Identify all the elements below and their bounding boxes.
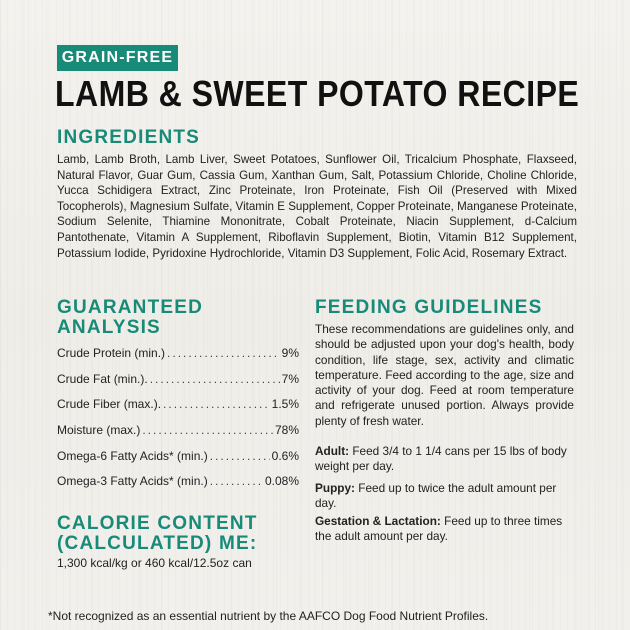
feeding-gestation-text: Feed up to three times the adult amount per day. <box>315 514 563 543</box>
dot-leader <box>150 372 280 386</box>
feeding-adult-text: Feed 3/4 to 1 1/4 cans per 15 lbs of body weight per day. <box>315 444 567 473</box>
dot-leader <box>142 423 273 437</box>
ingredients-heading: INGREDIENTS <box>57 127 201 148</box>
analysis-row-crude-fat <box>57 372 299 398</box>
feeding-gestation <box>315 514 574 544</box>
feeding-adult-label: Adult: <box>315 444 350 458</box>
analysis-value: 0.08% <box>264 474 299 489</box>
analysis-value: 7% <box>281 371 299 386</box>
analysis-row-omega-3 <box>57 474 299 500</box>
feeding-adult <box>315 444 574 474</box>
feeding-guidelines-text: These recommendations are guidelines only, and should be adjusted upon your dog's health, body condition, life stage, sex, activity and climatic temperature. Feed according to the age, size and activity of your dog. Feed at room temperature and refrigerate unused portion. Always provide plenty of fresh water. <box>315 322 574 428</box>
analysis-label: Omega-3 Fatty Acids* (min.) <box>57 474 208 489</box>
dot-leader <box>210 474 263 488</box>
calorie-heading <box>57 514 258 554</box>
feeding-puppy <box>315 481 574 511</box>
analysis-label: Moisture (max.) <box>57 423 141 438</box>
feeding-puppy-label: Puppy: <box>315 481 355 495</box>
analysis-heading-line2: ANALYSIS <box>57 317 161 338</box>
dot-leader <box>210 449 270 463</box>
analysis-row-omega-6 <box>57 449 299 475</box>
feeding-gestation-label: Gestation & Lactation: <box>315 514 441 528</box>
analysis-value: 0.6% <box>271 448 299 463</box>
analysis-heading-line1: GUARANTEED <box>57 297 204 318</box>
analysis-value: 1.5% <box>271 397 299 412</box>
grain-free-badge: GRAIN-FREE <box>57 45 178 71</box>
analysis-label: Crude Protein (min.) <box>57 346 166 360</box>
calorie-heading-line2: (CALCULATED) ME: <box>57 533 258 554</box>
analysis-value: 9% <box>281 346 299 360</box>
analysis-row-crude-protein <box>57 346 299 372</box>
calorie-value: 1,300 kcal/kg or 460 kcal/12.5oz can <box>57 556 252 570</box>
dot-leader <box>167 346 280 360</box>
analysis-row-crude-fiber <box>57 397 299 423</box>
analysis-row-moisture <box>57 423 299 449</box>
feeding-puppy-text: Feed up to twice the adult amount per day. <box>315 481 557 510</box>
recipe-title: LAMB & SWEET POTATO RECIPE <box>55 73 580 114</box>
analysis-label: Crude Fiber (max.). <box>57 397 162 412</box>
analysis-label: Crude Fat (min.). <box>57 371 148 386</box>
analysis-label: Omega-6 Fatty Acids* (min.) <box>57 448 208 463</box>
ingredients-list: Lamb, Lamb Broth, Lamb Liver, Sweet Potatoes, Sunflower Oil, Tricalcium Phosphate, Flaxseed, Natural Flavor, Guar Gum, Cassia Gum, Xanthan Gum, Salt, Potassium Chloride, Choline Chloride, Yucca Schidigera Extract, Zinc Proteinate, Iron Proteinate, Fish Oil (Preserved with Mixed Tocopherols), Magnesium Sulfate, Vitamin E Supplement, Copper Proteinate, Manganese Proteinate, Sodium Selenite, Thiamine Mononitrate, Cobalt Proteinate, Niacin Supplement, d-Calcium Pantothenate, Vitamin A Supplement, Riboflavin Supplement, Biotin, Vitamin B12 Supplement, Potassium Iodide, Pyridoxine Hydrochloride, Vitamin D3 Supplement, Folic Acid, Rosemary Extract. <box>57 153 577 260</box>
calorie-heading-line1: CALORIE CONTENT <box>57 513 258 534</box>
feeding-heading: FEEDING GUIDELINES <box>315 297 543 318</box>
analysis-value: 78% <box>274 423 299 438</box>
aafco-footnote: *Not recognized as an essential nutrient by the AAFCO Dog Food Nutrient Profiles. <box>48 609 489 623</box>
dot-leader <box>163 397 270 411</box>
analysis-heading <box>57 298 203 338</box>
guaranteed-analysis-table <box>57 346 299 500</box>
